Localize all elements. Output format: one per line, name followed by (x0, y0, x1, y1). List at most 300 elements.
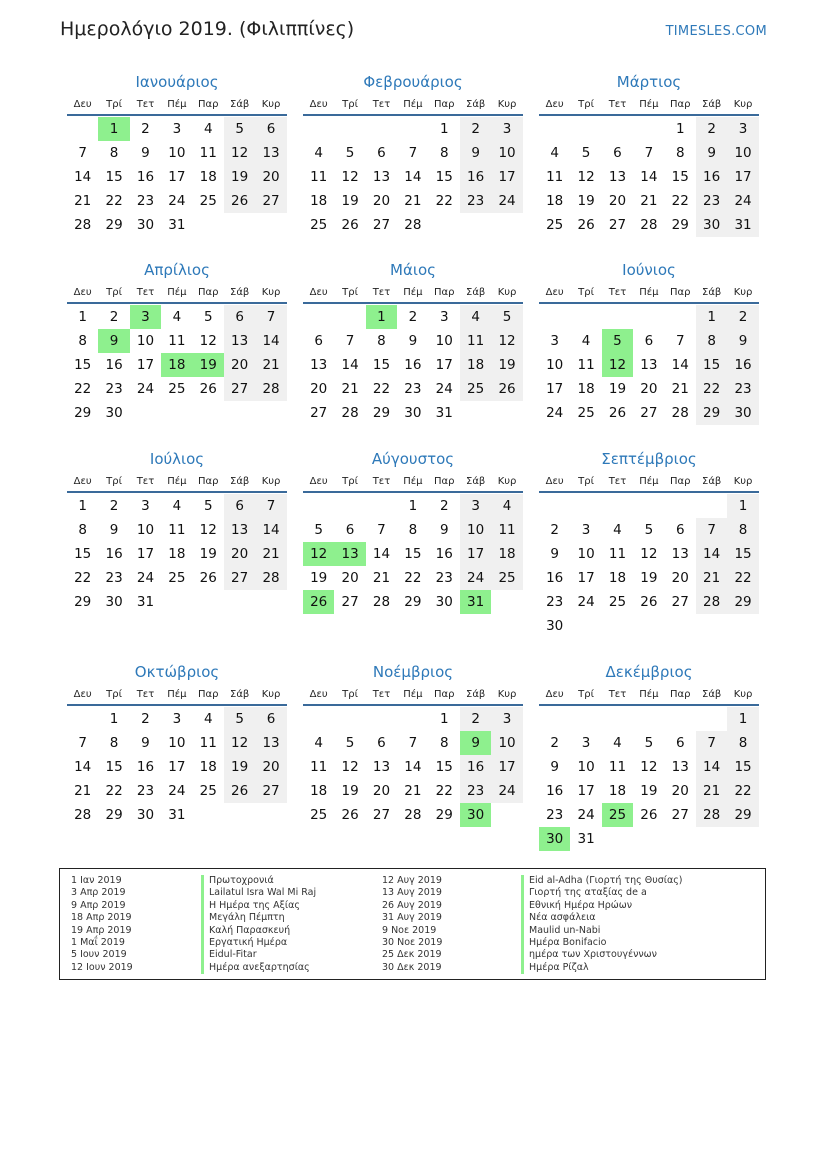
day-cell: 3 (172, 711, 182, 727)
day-cell: 4 (172, 498, 182, 514)
month-name: Ιανουάριος (135, 73, 219, 91)
empty-day-cell (429, 213, 460, 237)
weekday-label: Σάβ (702, 98, 722, 110)
legend-date: 3 Απρ 2019 (71, 887, 126, 899)
week-row (67, 566, 287, 590)
month-name: Απρίλιος (144, 261, 210, 279)
empty-day-cell (334, 707, 365, 731)
day-cell: 9 (727, 329, 758, 353)
weekday-label: Κυρ (733, 688, 753, 700)
empty-day-cell (696, 614, 727, 638)
day-cell: 20 (310, 381, 328, 397)
weekday-label: Δευ (545, 98, 564, 110)
empty-day-cell (570, 494, 601, 518)
legend-date: 19 Απρ 2019 (71, 924, 132, 936)
weekday-label: Δευ (309, 286, 328, 298)
day-cell: 21 (404, 783, 422, 799)
day-cell: 13 (310, 357, 328, 373)
site-brand-link[interactable]: TIMESLES.COM (665, 24, 767, 39)
day-cell: 25 (577, 405, 595, 421)
day-cell: 21 (74, 783, 92, 799)
empty-day-cell (491, 401, 522, 425)
day-cell: 24 (727, 189, 758, 213)
day-cell: 9 (696, 141, 727, 165)
day-cell: 18 (460, 353, 491, 377)
day-cell: 2 (439, 498, 449, 514)
day-cell: 6 (224, 494, 255, 518)
day-cell: 20 (224, 542, 255, 566)
day-cell: 8 (727, 731, 758, 755)
day-cell: 25 (546, 217, 564, 233)
empty-day-cell (665, 614, 696, 638)
day-cell: 20 (372, 783, 391, 799)
day-cell: 9 (439, 522, 449, 538)
weekday-label: Κυρ (497, 98, 517, 110)
legend-name-column (201, 875, 316, 974)
legend-date: 18 Απρ 2019 (71, 912, 132, 924)
legend-date: 9 Νοε 2019 (382, 924, 437, 936)
day-cell: 22 (727, 566, 758, 590)
empty-day-cell (570, 614, 601, 638)
day-cell: 27 (255, 779, 286, 803)
weekday-label: Σάβ (466, 475, 486, 487)
weekday-header (539, 282, 759, 304)
weekday-label: Κυρ (261, 688, 281, 700)
month-6 (539, 260, 759, 425)
day-cell: 21 (696, 566, 727, 590)
day-cell: 25 (608, 594, 627, 610)
day-cell: 12 (341, 169, 359, 185)
day-cell: 11 (168, 522, 186, 538)
day-cell: 1 (727, 494, 758, 518)
weekday-label: Σάβ (230, 475, 250, 487)
day-cell: 21 (372, 570, 391, 586)
day-cell: 23 (546, 807, 564, 823)
day-cell: 14 (404, 759, 422, 775)
day-cell: 29 (696, 401, 727, 425)
day-cell: 19 (640, 570, 658, 586)
empty-day-cell (602, 494, 633, 518)
day-cell: 14 (341, 357, 359, 373)
day-cell: 3 (727, 117, 758, 141)
day-cell: 10 (727, 141, 758, 165)
day-cell: 24 (136, 570, 155, 586)
week-row (67, 189, 287, 213)
day-cell: 1 (78, 498, 87, 514)
day-cell: 1 (408, 498, 418, 514)
weekday-label: Παρ (198, 475, 219, 487)
day-cell: 16 (136, 169, 155, 185)
page-title: Ημερολόγιο 2019. (Φιλιππίνες) (60, 18, 355, 40)
day-cell: 2 (550, 522, 559, 538)
weekday-label: Παρ (434, 688, 455, 700)
legend-holiday-name: Εθνική Ημέρα Ηρώων (521, 900, 683, 912)
day-cell: 12 (224, 731, 255, 755)
day-cell: 1 (439, 711, 449, 727)
month-name: Νοέμβριος (372, 663, 454, 681)
day-cell: 9 (141, 735, 150, 751)
day-cell: 7 (78, 145, 87, 161)
day-cell: 5 (581, 145, 591, 161)
day-cell: 23 (546, 594, 564, 610)
week-row (303, 141, 523, 165)
day-cell: 22 (404, 570, 422, 586)
day-cell: 19 (341, 783, 359, 799)
day-cell: 29 (435, 807, 453, 823)
week-row (303, 329, 523, 353)
weekday-label: Κυρ (261, 98, 281, 110)
weekday-label: Κυρ (497, 286, 517, 298)
day-cell: 3 (172, 121, 182, 137)
day-cell: 14 (74, 759, 92, 775)
day-cell: 20 (671, 570, 689, 586)
weekday-label: Παρ (434, 98, 455, 110)
empty-day-cell (633, 707, 664, 731)
legend-holiday-name: Εργατική Ημέρα (201, 937, 316, 949)
holiday-day-cell: 9 (460, 731, 491, 755)
day-cell: 10 (435, 333, 453, 349)
day-cell: 10 (136, 333, 155, 349)
day-cell: 2 (408, 309, 418, 325)
day-cell: 22 (696, 377, 727, 401)
day-cell: 16 (460, 755, 491, 779)
weekday-label: Τρί (342, 688, 358, 700)
empty-day-cell (366, 707, 397, 731)
weekday-label: Τετ (136, 286, 155, 298)
day-cell: 20 (341, 570, 359, 586)
day-cell: 15 (696, 353, 727, 377)
legend-holiday-name: Η Ημέρα της Αξίας (201, 900, 316, 912)
day-cell: 4 (581, 333, 591, 349)
empty-day-cell (727, 827, 758, 851)
day-cell: 24 (136, 381, 155, 397)
day-cell: 4 (314, 735, 323, 751)
day-cell: 11 (310, 169, 328, 185)
day-cell: 12 (640, 759, 658, 775)
day-cell: 4 (314, 145, 323, 161)
day-cell: 17 (136, 357, 155, 373)
day-cell: 25 (199, 193, 217, 209)
day-cell: 22 (105, 783, 123, 799)
day-cell: 30 (404, 405, 422, 421)
legend-holiday-name: Ημέρα Ρίζαλ (521, 962, 683, 974)
empty-day-cell (255, 213, 286, 237)
weekday-label: Παρ (198, 98, 219, 110)
day-cell: 14 (671, 357, 689, 373)
empty-day-cell (303, 305, 334, 329)
legend-holiday-name: Eid al-Adha (Γιορτή της Θυσίας) (521, 875, 683, 887)
empty-day-cell (303, 117, 334, 141)
day-cell: 13 (372, 759, 391, 775)
day-cell: 23 (404, 381, 422, 397)
day-cell: 14 (372, 546, 391, 562)
day-cell: 31 (435, 405, 453, 421)
day-cell: 24 (491, 779, 522, 803)
legend-holiday-name: Ημέρα ανεξαρτησίας (201, 962, 316, 974)
day-cell: 7 (78, 735, 87, 751)
day-cell: 24 (577, 594, 595, 610)
day-cell: 4 (203, 121, 213, 137)
month-1 (67, 72, 287, 237)
empty-day-cell (161, 401, 192, 425)
day-cell: 29 (372, 405, 391, 421)
day-cell: 12 (577, 169, 595, 185)
day-cell: 9 (460, 141, 491, 165)
day-cell: 5 (491, 305, 522, 329)
day-cell: 22 (435, 193, 453, 209)
day-cell: 11 (577, 357, 595, 373)
week-row (539, 827, 759, 851)
day-cell: 26 (199, 381, 217, 397)
day-cell: 19 (224, 165, 255, 189)
day-cell: 17 (727, 165, 758, 189)
day-cell: 1 (675, 121, 685, 137)
empty-day-cell (193, 401, 224, 425)
holiday-day-cell: 18 (161, 353, 192, 377)
weekday-label: Σάβ (466, 688, 486, 700)
legend-date: 1 Μαΐ 2019 (71, 936, 125, 948)
empty-day-cell (303, 494, 334, 518)
day-cell: 28 (696, 590, 727, 614)
weekday-label: Παρ (198, 286, 219, 298)
day-cell: 16 (404, 357, 422, 373)
day-cell: 23 (696, 189, 727, 213)
day-cell: 15 (404, 546, 422, 562)
day-cell: 23 (105, 570, 123, 586)
weekday-label: Πέμ (167, 98, 187, 110)
weekday-label: Τρί (342, 475, 358, 487)
weekday-header (67, 471, 287, 493)
month-name: Μάιος (390, 261, 436, 279)
month-name: Δεκέμβριος (605, 663, 693, 681)
day-cell: 27 (341, 594, 359, 610)
day-cell: 12 (491, 329, 522, 353)
day-cell: 4 (550, 145, 559, 161)
day-cell: 24 (460, 566, 491, 590)
empty-day-cell (334, 305, 365, 329)
empty-day-cell (633, 305, 664, 329)
day-cell: 13 (224, 518, 255, 542)
day-cell: 2 (727, 305, 758, 329)
week-row (67, 401, 287, 425)
holiday-day-cell: 12 (303, 542, 334, 566)
day-cell: 10 (577, 546, 595, 562)
day-cell: 13 (224, 329, 255, 353)
day-cell: 5 (644, 735, 654, 751)
day-cell: 28 (74, 217, 92, 233)
holiday-day-cell: 12 (602, 353, 633, 377)
holiday-day-cell: 1 (98, 117, 129, 141)
day-cell: 31 (168, 217, 186, 233)
day-cell: 16 (435, 546, 453, 562)
day-cell: 19 (310, 570, 328, 586)
weekday-header (303, 471, 523, 493)
weekday-label: Δευ (73, 475, 92, 487)
day-cell: 23 (460, 189, 491, 213)
weekday-header (303, 684, 523, 706)
day-cell: 18 (577, 381, 595, 397)
day-cell: 27 (608, 217, 627, 233)
day-cell: 27 (310, 405, 328, 421)
empty-day-cell (397, 707, 428, 731)
week-row (67, 377, 287, 401)
weekday-label: Δευ (545, 688, 564, 700)
day-cell: 6 (675, 735, 685, 751)
week-row (67, 755, 287, 779)
holiday-day-cell: 5 (602, 329, 633, 353)
day-cell: 17 (168, 759, 186, 775)
weekday-label: Σάβ (466, 98, 486, 110)
empty-day-cell (696, 707, 727, 731)
day-cell: 2 (696, 117, 727, 141)
month-4 (67, 260, 287, 425)
day-cell: 13 (640, 357, 658, 373)
empty-day-cell (665, 305, 696, 329)
day-cell: 2 (109, 309, 119, 325)
day-cell: 10 (136, 522, 155, 538)
week-row (539, 189, 759, 213)
empty-day-cell (665, 494, 696, 518)
day-cell: 4 (460, 305, 491, 329)
legend-date-column (382, 875, 442, 974)
day-cell: 27 (224, 566, 255, 590)
day-cell: 22 (671, 193, 689, 209)
week-row (67, 731, 287, 755)
day-cell: 4 (613, 522, 622, 538)
day-cell: 30 (546, 618, 564, 634)
day-cell: 14 (255, 329, 286, 353)
day-cell: 8 (727, 518, 758, 542)
weekday-label: Κυρ (261, 286, 281, 298)
day-cell: 6 (644, 333, 654, 349)
day-cell: 30 (136, 217, 155, 233)
day-cell: 31 (577, 831, 595, 847)
empty-day-cell (633, 614, 664, 638)
month-12 (539, 662, 759, 851)
day-cell: 11 (546, 169, 564, 185)
weekday-label: Δευ (73, 688, 92, 700)
day-cell: 18 (199, 169, 217, 185)
day-cell: 29 (74, 594, 92, 610)
day-cell: 16 (546, 783, 564, 799)
day-cell: 4 (613, 735, 622, 751)
holiday-day-cell: 9 (98, 329, 129, 353)
day-cell: 23 (136, 783, 155, 799)
day-cell: 11 (460, 329, 491, 353)
day-cell: 10 (546, 357, 564, 373)
weekday-label: Τρί (342, 98, 358, 110)
weekday-label: Πέμ (639, 475, 659, 487)
day-cell: 11 (608, 759, 627, 775)
day-cell: 18 (168, 546, 186, 562)
day-cell: 24 (168, 783, 186, 799)
day-cell: 4 (172, 309, 182, 325)
day-cell: 18 (199, 759, 217, 775)
weekday-header (539, 94, 759, 116)
week-row (539, 518, 759, 542)
day-cell: 17 (546, 381, 564, 397)
day-cell: 12 (341, 759, 359, 775)
day-cell: 6 (255, 117, 286, 141)
legend-holiday-name: Καλή Παρασκευή (201, 925, 316, 937)
day-cell: 27 (224, 377, 255, 401)
day-cell: 20 (372, 193, 391, 209)
month-9 (539, 449, 759, 638)
holiday-day-cell: 3 (130, 305, 161, 329)
week-row (67, 590, 287, 614)
day-cell: 14 (696, 755, 727, 779)
holiday-day-cell: 26 (303, 590, 334, 614)
day-cell: 8 (377, 333, 386, 349)
empty-day-cell (602, 827, 633, 851)
weekday-label: Τρί (342, 286, 358, 298)
weekday-label: Κυρ (497, 688, 517, 700)
empty-day-cell (224, 213, 255, 237)
day-cell: 25 (460, 377, 491, 401)
empty-day-cell (570, 117, 601, 141)
empty-day-cell (633, 827, 664, 851)
weekday-label: Σάβ (702, 688, 722, 700)
day-cell: 16 (727, 353, 758, 377)
weekday-label: Παρ (670, 688, 691, 700)
empty-day-cell (460, 401, 491, 425)
day-cell: 21 (255, 353, 286, 377)
day-cell: 30 (136, 807, 155, 823)
day-cell: 12 (640, 546, 658, 562)
day-cell: 20 (671, 783, 689, 799)
day-cell: 15 (372, 357, 391, 373)
day-cell: 3 (141, 498, 150, 514)
empty-day-cell (255, 803, 286, 827)
day-cell: 26 (608, 405, 627, 421)
empty-day-cell (539, 494, 570, 518)
day-cell: 15 (435, 759, 453, 775)
day-cell: 22 (435, 783, 453, 799)
legend-date: 30 Δεκ 2019 (382, 961, 442, 973)
weekday-header (539, 684, 759, 706)
month-name: Φεβρουάριος (363, 73, 463, 91)
legend-date: 12 Αυγ 2019 (382, 875, 442, 886)
day-cell: 12 (224, 141, 255, 165)
day-cell: 23 (460, 779, 491, 803)
week-row (303, 755, 523, 779)
day-cell: 27 (372, 217, 391, 233)
day-cell: 7 (675, 333, 685, 349)
day-cell: 2 (141, 711, 150, 727)
day-cell: 30 (435, 594, 453, 610)
day-cell: 25 (310, 217, 328, 233)
legend-date: 12 Ιουν 2019 (71, 961, 133, 973)
week-row (303, 779, 523, 803)
legend-holiday-name: Maulid un-Nabi (521, 925, 683, 937)
day-cell: 17 (577, 783, 595, 799)
day-cell: 3 (550, 333, 559, 349)
week-row (303, 353, 523, 377)
day-cell: 3 (581, 522, 591, 538)
empty-day-cell (665, 707, 696, 731)
day-cell: 25 (168, 570, 186, 586)
legend-holiday-name: ημέρα των Χριστουγέννων (521, 949, 683, 961)
day-cell: 19 (491, 353, 522, 377)
day-cell: 5 (203, 498, 213, 514)
week-row (303, 518, 523, 542)
day-cell: 17 (168, 169, 186, 185)
day-cell: 13 (255, 141, 286, 165)
day-cell: 27 (372, 807, 391, 823)
day-cell: 8 (439, 735, 449, 751)
day-cell: 15 (105, 759, 123, 775)
day-cell: 3 (581, 735, 591, 751)
